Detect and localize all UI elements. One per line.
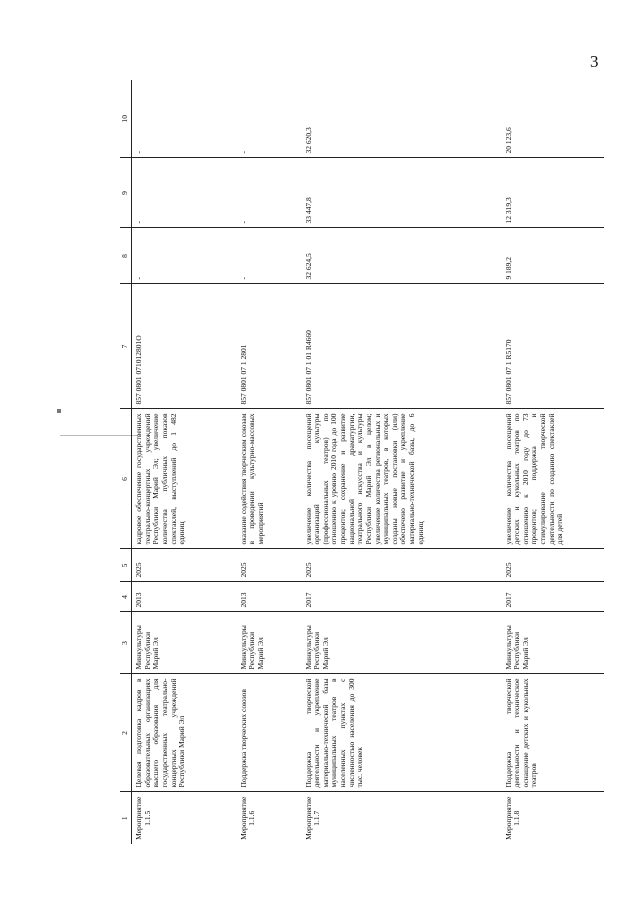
- activity-name: Целевая подготовка кадров в образовательных организациях высшего образования для государственных театрально-концертных учреждений Республики Марий Эл: [132, 674, 237, 792]
- activity-result: кадровое обеспечение государственных театрально-концертных учреждений Республики Марий Эл; увеличение количества публичных показов спектаклей, выступлений до 1 482 единиц: [132, 409, 237, 549]
- activity-id: Мероприятие 1.1.7: [302, 792, 502, 844]
- activity-result: увеличение количества посещений детских и кукольных театров по отношению к 2010 году до 73 процентов; поддержка и стимулирование творческой деятельности по созданию спектаклей для детей: [502, 409, 605, 549]
- column-header: 1: [120, 792, 132, 844]
- budget-code: 857 0801 07 1 2801: [237, 284, 302, 409]
- activity-executor: Минкультуры Республики Марий Эл: [132, 612, 237, 674]
- page-number: 3: [590, 52, 599, 71]
- value-col-10: 32 620,3: [303, 127, 313, 154]
- column-header: 9: [120, 158, 132, 228]
- budget-code: 857 0801 07 1 01 R4660: [302, 284, 502, 409]
- budget-code: 857 0801 071012801О: [132, 284, 237, 409]
- activity-end-year: 2025: [237, 549, 302, 582]
- value-col-10: -: [134, 151, 143, 154]
- table-row: [502, 80, 605, 844]
- activity-end-year: 2025: [302, 549, 502, 582]
- column-header: 7: [120, 284, 132, 409]
- column-header: 2: [120, 674, 132, 792]
- activity-end-year: 2025: [502, 549, 605, 582]
- value-col-10: 20 123,6: [503, 127, 513, 154]
- value-col-8: 9 189,2: [502, 228, 605, 284]
- value-col-8: -: [237, 228, 302, 284]
- value-col-8: 32 624,5: [302, 228, 502, 284]
- column-header: 3: [120, 612, 132, 674]
- activity-executor: Минкультуры Республики Марий Эл: [237, 612, 302, 674]
- activity-result: оказание содействия творческим союзам в проведении культурно-массовых мероприятий: [237, 409, 302, 549]
- value-col-9: 33 447,8: [302, 158, 502, 228]
- activity-start-year: 2017: [302, 582, 502, 612]
- activity-result: увеличение количества посещений организаций культуры (профессиональных театров) по отношению к уровню 2010 года до 100 процентов; сохранение и развитие национальной драматургии, театрального искусства и культуры Республики Марий Эл в целом; увеличение количества региональных и муниципальных театров, в которых созданы новые постановки (или) обеспечено развитие и укрепление материально-технической базы, до 6 единиц: [302, 409, 502, 549]
- activity-name: Поддержка творческих союзов: [237, 674, 302, 792]
- program-activities-table: [120, 80, 604, 844]
- table-row: [237, 80, 302, 844]
- table-row: [132, 80, 237, 844]
- value-col-9: 12 319,3: [502, 158, 605, 228]
- budget-code: 857 0801 07 1 R5170: [502, 284, 605, 409]
- column-header: 4: [120, 582, 132, 612]
- table-sheet: [120, 80, 604, 844]
- value-col-8: -: [132, 228, 237, 284]
- rotated-table-container: [120, 80, 604, 844]
- activity-id: Мероприятие 1.1.6: [237, 792, 302, 844]
- column-header: 10: [120, 80, 132, 158]
- column-header: 6: [120, 409, 132, 549]
- activity-executor: Минкультуры Республики Марий Эл: [502, 612, 605, 674]
- activity-start-year: 2017: [502, 582, 605, 612]
- margin-tick: [57, 409, 61, 413]
- activity-name: Поддержка творческой деятельности и техническое оснащение детских и кукольных театров: [502, 674, 605, 792]
- value-col-9: -: [132, 158, 237, 228]
- column-header: 5: [120, 549, 132, 582]
- activity-id: Мероприятие 1.1.8: [502, 792, 605, 844]
- activity-start-year: 2013: [132, 582, 237, 612]
- activity-start-year: 2013: [237, 582, 302, 612]
- activity-name: Поддержка творческой деятельности и укрепление материально-технической базы муниципальных театров в населенных пунктах с численностью населения до 300 тыс. человек: [302, 674, 502, 792]
- value-col-9: -: [237, 158, 302, 228]
- activity-id: Мероприятие 1.1.5: [132, 792, 237, 844]
- column-header: 8: [120, 228, 132, 284]
- activity-executor: Минкультуры Республики Марий Эл: [302, 612, 502, 674]
- value-col-10: -: [238, 151, 248, 154]
- column-number-row: [120, 80, 132, 844]
- activity-end-year: 2025: [132, 549, 237, 582]
- table-row: [302, 80, 502, 844]
